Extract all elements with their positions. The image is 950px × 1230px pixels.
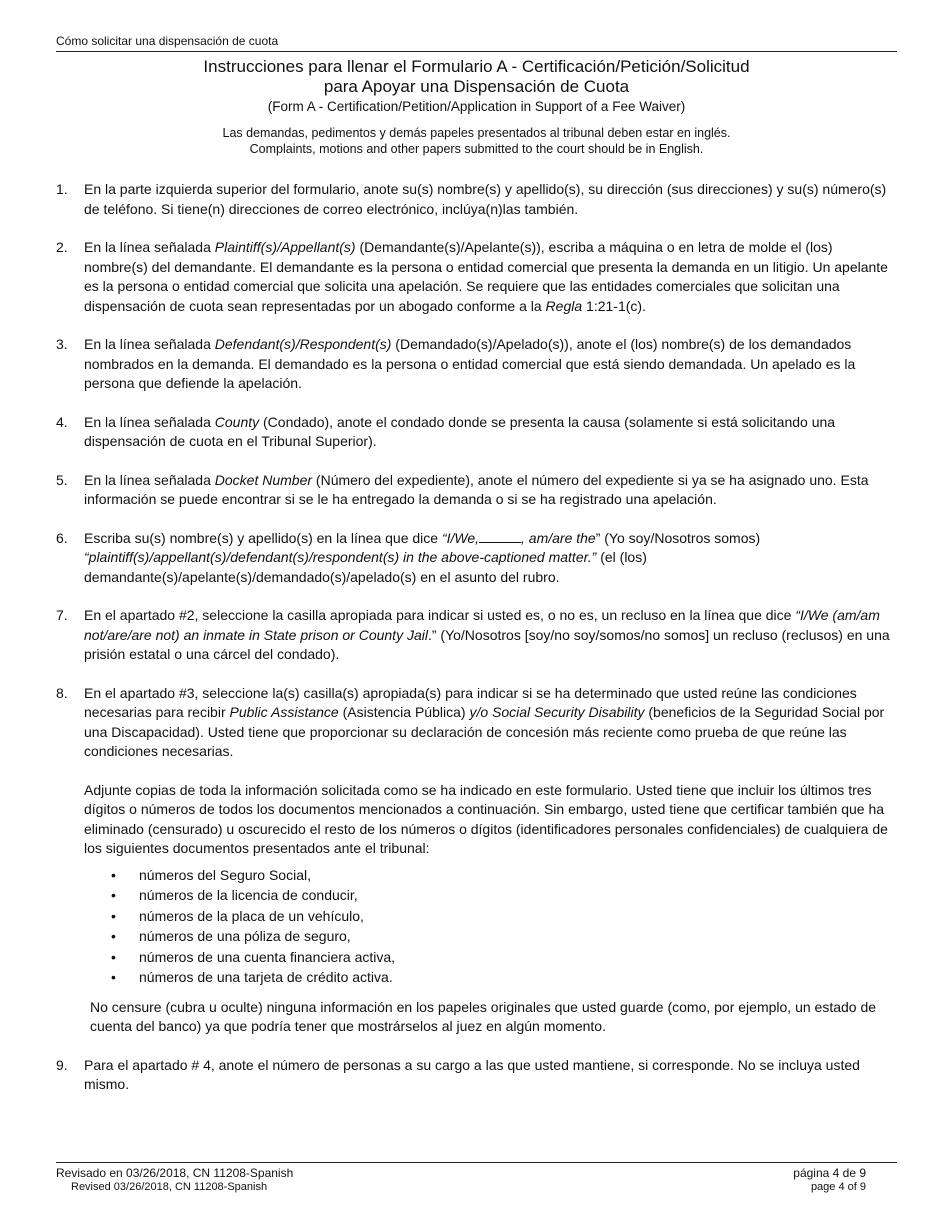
censor-note: No censure (cubra u oculte) ninguna información en los papeles originales que usted guarde (como, por ejemplo, un estado de cuenta del banco) ya que podría tener que mostrárselos al juez en algún momento. <box>90 998 877 1034</box>
item-text: En la línea señalada <box>84 336 215 352</box>
item-number: 8. <box>56 684 68 701</box>
item-field-name: Defendant(s)/Respondent(s) <box>214 336 392 352</box>
item-number: 7. <box>56 607 68 623</box>
title-line-1: Instrucciones para llenar el Formulario A - Certificación/Petición/Solicitud <box>203 57 750 76</box>
item-field-name: Docket Number <box>214 471 313 488</box>
item-quote: “I/We, <box>441 529 480 546</box>
bullet-item: • números de una póliza de seguro, <box>84 926 897 947</box>
item-field-name: County <box>214 413 260 430</box>
notice-spanish: Las demandas, pedimentos y demás papeles presentados al tribunal deben estar en inglés. <box>222 126 731 140</box>
item-text: (Asistencia Pública) <box>338 704 470 720</box>
bullet-icon: • <box>111 907 116 924</box>
footer-revised-english: Revised 03/26/2018, CN 11208-Spanish <box>71 1181 268 1193</box>
instruction-item-7 <box>56 606 897 665</box>
item-text: 1:21-1(c). <box>582 297 646 314</box>
title-english: (Form A - Certification/Petition/Application in Support of a Fee Waiver) <box>267 99 686 114</box>
item-quote: “plaintiff(s)/appellant(s)/defendant(s)/respondent(s) in the above-captioned matter.” <box>84 549 597 565</box>
item-text: Para el apartado # 4, anote el número de personas a su cargo a las que usted mantiene, si corresponde. No se incluya usted mismo. <box>84 1056 860 1092</box>
bullet-item: • números de la licencia de conducir, <box>84 885 897 906</box>
bullet-icon: • <box>111 887 116 903</box>
item-number: 4. <box>56 413 68 430</box>
item-number: 9. <box>56 1056 68 1073</box>
instruction-item-5 <box>56 471 897 510</box>
bullet-item: • números de la placa de un vehículo, <box>84 906 897 927</box>
item-quote: “I/We (am/am not/are/are not) an inmate in State prison or County Jail <box>84 607 880 643</box>
instruction-item-8 <box>56 684 897 1037</box>
instruction-item-4 <box>56 413 897 452</box>
running-header: Cómo solicitar una dispensación de cuota <box>56 34 279 48</box>
title-block <box>56 57 897 157</box>
bullet-item: • números de una cuenta financiera activa, <box>84 947 897 968</box>
bullet-icon: • <box>111 969 116 985</box>
instruction-item-6 <box>56 529 897 588</box>
item-text: (Demandado(s)/Apelado(s)), anote el (los) nombre(s) de los demandados nombrados en la demanda. El demandado es la persona o entidad comercial que está siendo demandada. Un apelado es la persona que defiende la apelación. <box>84 336 856 391</box>
footer-revised-spanish: Revisado en 03/26/2018, CN 11208-Spanish <box>56 1166 294 1180</box>
bullet-item: • números de una tarjeta de crédito activa. <box>84 967 897 988</box>
footer-page-spanish: página 4 de 9 <box>793 1166 866 1180</box>
item-text: (el (los) demandante(s)/apelante(s)/demandado(s)/apelado(s) en el asunto del rubro. <box>84 549 647 585</box>
instruction-item-1 <box>56 180 897 219</box>
instruction-item-2 <box>56 238 897 316</box>
item-text: En la línea señalada <box>84 239 215 255</box>
item-number: 1. <box>56 181 68 197</box>
item-number: 5. <box>56 471 68 488</box>
item-field-name: Plaintiff(s)/Appellant(s) <box>214 239 356 255</box>
item-text: (Condado), anote el condado donde se presenta la causa (solamente si está solicitando una dispensación de cuota en el Tribunal Superior). <box>84 413 836 449</box>
item-field-name: Public Assistance <box>229 704 339 720</box>
item-rule-ref: Regla <box>545 297 583 314</box>
item-text: (beneficios de la Seguridad Social por una Discapacidad). Usted tiene que proporcionar su declaración de concesión más reciente como prueba de que reúne las condiciones necesarias. <box>84 704 885 759</box>
document-bullet-list <box>84 865 897 988</box>
bullet-icon: • <box>111 928 116 944</box>
footer-page-number <box>793 1166 866 1194</box>
item-text: (Demandante(s)/Apelante(s)), escriba a máquina o en letra de molde el (los) nombre(s) del demandante. El demandante es la persona o entidad comercial que presenta la demanda en un litigio. Un apelante es la persona o entidad comercial que solicita una apelación. Se requiere que las entidades comerciales que solicitan una dispensación de cuota sean representadas por un abogado conforme a la <box>84 239 888 314</box>
item-text: (Número del expediente), anote el número del expediente si ya se ha asignado uno. Esta información se puede encontrar si se le ha entregado la demanda o si se ha registrado una apelación. <box>84 471 869 507</box>
footer-revision <box>56 1166 293 1194</box>
item-text: .” (Yo/Nosotros [soy/no soy/somos/no somos] un recluso (reclusos) en una prisión estatal o una cárcel del condado). <box>84 626 890 662</box>
item-text: En la parte izquierda superior del formulario, anote su(s) nombre(s) y apellido(s), su dirección (sus direcciones) y su(s) número(s) de teléfono. Si tiene(n) direcciones de correo electrónico, inclúya(n)las también. <box>84 181 887 217</box>
bullet-icon: • <box>111 866 116 883</box>
bullet-icon: • <box>111 948 116 965</box>
instruction-list <box>56 180 897 1095</box>
item-number: 3. <box>56 336 68 352</box>
item-number: 6. <box>56 529 68 546</box>
item-text: En la línea señalada <box>84 413 215 430</box>
item-text: Escriba su(s) nombre(s) y apellido(s) en la línea que dice <box>84 529 442 546</box>
item-quote: , am/are the <box>521 529 596 546</box>
header-rule <box>56 51 897 52</box>
item-text: ” (Yo soy/Nosotros somos) <box>595 529 761 546</box>
attach-copies-paragraph: Adjunte copias de toda la información solicitada como se ha indicado en este formulario. Usted tiene que incluir los últimos tres dígitos o números de todos los documentos mencionados a continuación. Sin embargo, usted tiene que certificar también que ha eliminado (censurado) u oscurecido el resto de los números o dígitos (identificadores personales confidenciales) de cualquiera de los siguientes documentos presentados ante el tribunal: <box>84 781 888 856</box>
item-text: En el apartado #3, seleccione la(s) casilla(s) apropiada(s) para indicar si se ha determinado que usted reúne las condiciones necesarias para recibir <box>84 684 857 720</box>
instruction-item-9 <box>56 1056 897 1095</box>
footer-rule <box>56 1162 897 1163</box>
instruction-item-3 <box>56 335 897 394</box>
item-text: En el apartado #2, seleccione la casilla apropiada para indicar si usted es, o no es, un recluso en la línea que dice <box>84 607 796 623</box>
notice-english: Complaints, motions and other papers submitted to the court should be in English. <box>249 142 704 156</box>
item-text: En la línea señalada <box>84 471 215 488</box>
title-line-2: para Apoyar una Dispensación de Cuota <box>323 77 630 96</box>
bullet-item: • números del Seguro Social, <box>84 865 897 886</box>
footer-page-english: page 4 of 9 <box>810 1181 866 1193</box>
name-blank-line <box>479 530 521 543</box>
document-page <box>56 0 897 1230</box>
item-number: 2. <box>56 239 68 255</box>
item-field-name: y/o Social Security Disability <box>469 704 645 720</box>
